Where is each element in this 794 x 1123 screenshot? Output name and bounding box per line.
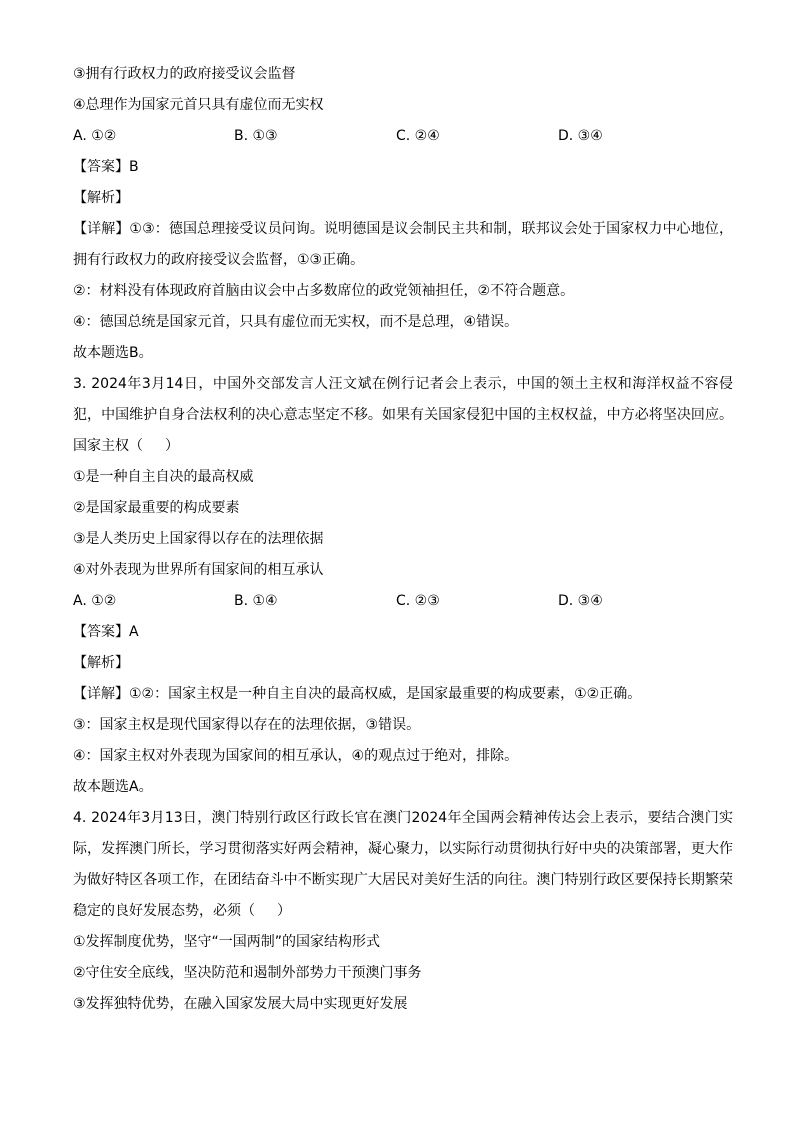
q3-conclusion: 故本题选A。 xyxy=(73,779,153,795)
q2-choice-a: A. ①② xyxy=(73,128,117,144)
q3-detail-3: ④：国家主权对外表现为国家间的相互承认，④的观点过于绝对，排除。 xyxy=(73,748,519,764)
q4-option-1: ①发挥制度优势，坚守“一国两制”的国家结构形式 xyxy=(73,934,381,950)
q4-option-2: ②守住安全底线，坚决防范和遏制外部势力干预澳门事务 xyxy=(73,965,422,981)
q2-detail-3: ④：德国总统是国家元首，只具有虚位而无实权，而不是总理，④错误。 xyxy=(73,314,519,330)
document-page xyxy=(73,64,733,1025)
q4-option-3: ③发挥独特优势，在融入国家发展大局中实现更好发展 xyxy=(73,996,408,1012)
q2-choices xyxy=(73,126,733,146)
q4-stem xyxy=(73,803,733,927)
q2-analysis-label: 【解析】 xyxy=(73,190,129,206)
q2-choice-c: C. ②④ xyxy=(396,128,440,144)
q3-option-2: ②是国家最重要的构成要素 xyxy=(73,500,240,516)
q3-answer: 【答案】A xyxy=(73,624,139,640)
q2-conclusion: 故本题选B。 xyxy=(73,345,153,361)
q2-answer: 【答案】B xyxy=(73,159,139,175)
q3-option-3: ③是人类历史上国家得以存在的法理依据 xyxy=(73,531,324,547)
q3-detail-2: ③：国家主权是现代国家得以存在的法理依据，③错误。 xyxy=(73,717,421,733)
q2-detail-2: ②：材料没有体现政府首脑由议会中占多数席位的政党领袖担任，②不符合题意。 xyxy=(73,283,575,299)
q3-choice-a: A. ①② xyxy=(73,593,117,609)
q3-option-1: ①是一种自主自决的最高权威 xyxy=(73,469,254,485)
q4-stem-text: 4. 2024年3月13日，澳门特别行政区行政长官在澳门2024年全国两会精神传达会上表示，要结合澳门实际，发挥澳门所长，学习贯彻落实好两会精神，凝心聚力，以实际行动贯彻执行好中央的决策部署，更大作为做好特区各项工作，在团结奋斗中不断实现广大居民对美好生活的向往。澳门特别行政区要保持长期繁荣稳定的良好发展态势，必须（ xyxy=(73,810,733,919)
q2-detail-1: 【详解】①③：德国总理接受议员问询。说明德国是议会制民主共和制，联邦议会处于国家权力中心地位，拥有行政权力的政府接受议会监督，①③正确。 xyxy=(73,221,733,268)
q3-stem-text: 3. 2024年3月14日，中国外交部发言人汪文斌在例行记者会上表示，中国的领土主权和海洋权益不容侵犯，中国维护自身合法权利的决心意志坚定不移。如果有关国家侵犯中国的主权权益，中方必将坚决回应。国家主权（ xyxy=(73,376,733,454)
q3-option-4: ④对外表现为世界所有国家间的相互承认 xyxy=(73,562,324,578)
q2-option-3: ③拥有行政权力的政府接受议会监督 xyxy=(73,66,296,82)
q2-choice-b: B. ①③ xyxy=(234,128,278,144)
q3-choice-c: C. ②③ xyxy=(396,593,440,609)
q3-choices xyxy=(73,591,733,611)
q4-stem-end: ） xyxy=(277,903,291,919)
q3-choice-d: D. ③④ xyxy=(558,593,603,609)
q3-stem xyxy=(73,369,733,462)
q2-option-4: ④总理作为国家元首只具有虚位而无实权 xyxy=(73,97,324,113)
q2-choice-d: D. ③④ xyxy=(558,128,603,144)
q3-stem-end: ） xyxy=(165,438,179,454)
q3-detail-1: 【详解】①②：国家主权是一种自主自决的最高权威，是国家最重要的构成要素，①②正确。 xyxy=(73,686,642,702)
q3-choice-b: B. ①④ xyxy=(234,593,278,609)
q3-analysis-label: 【解析】 xyxy=(73,655,129,671)
